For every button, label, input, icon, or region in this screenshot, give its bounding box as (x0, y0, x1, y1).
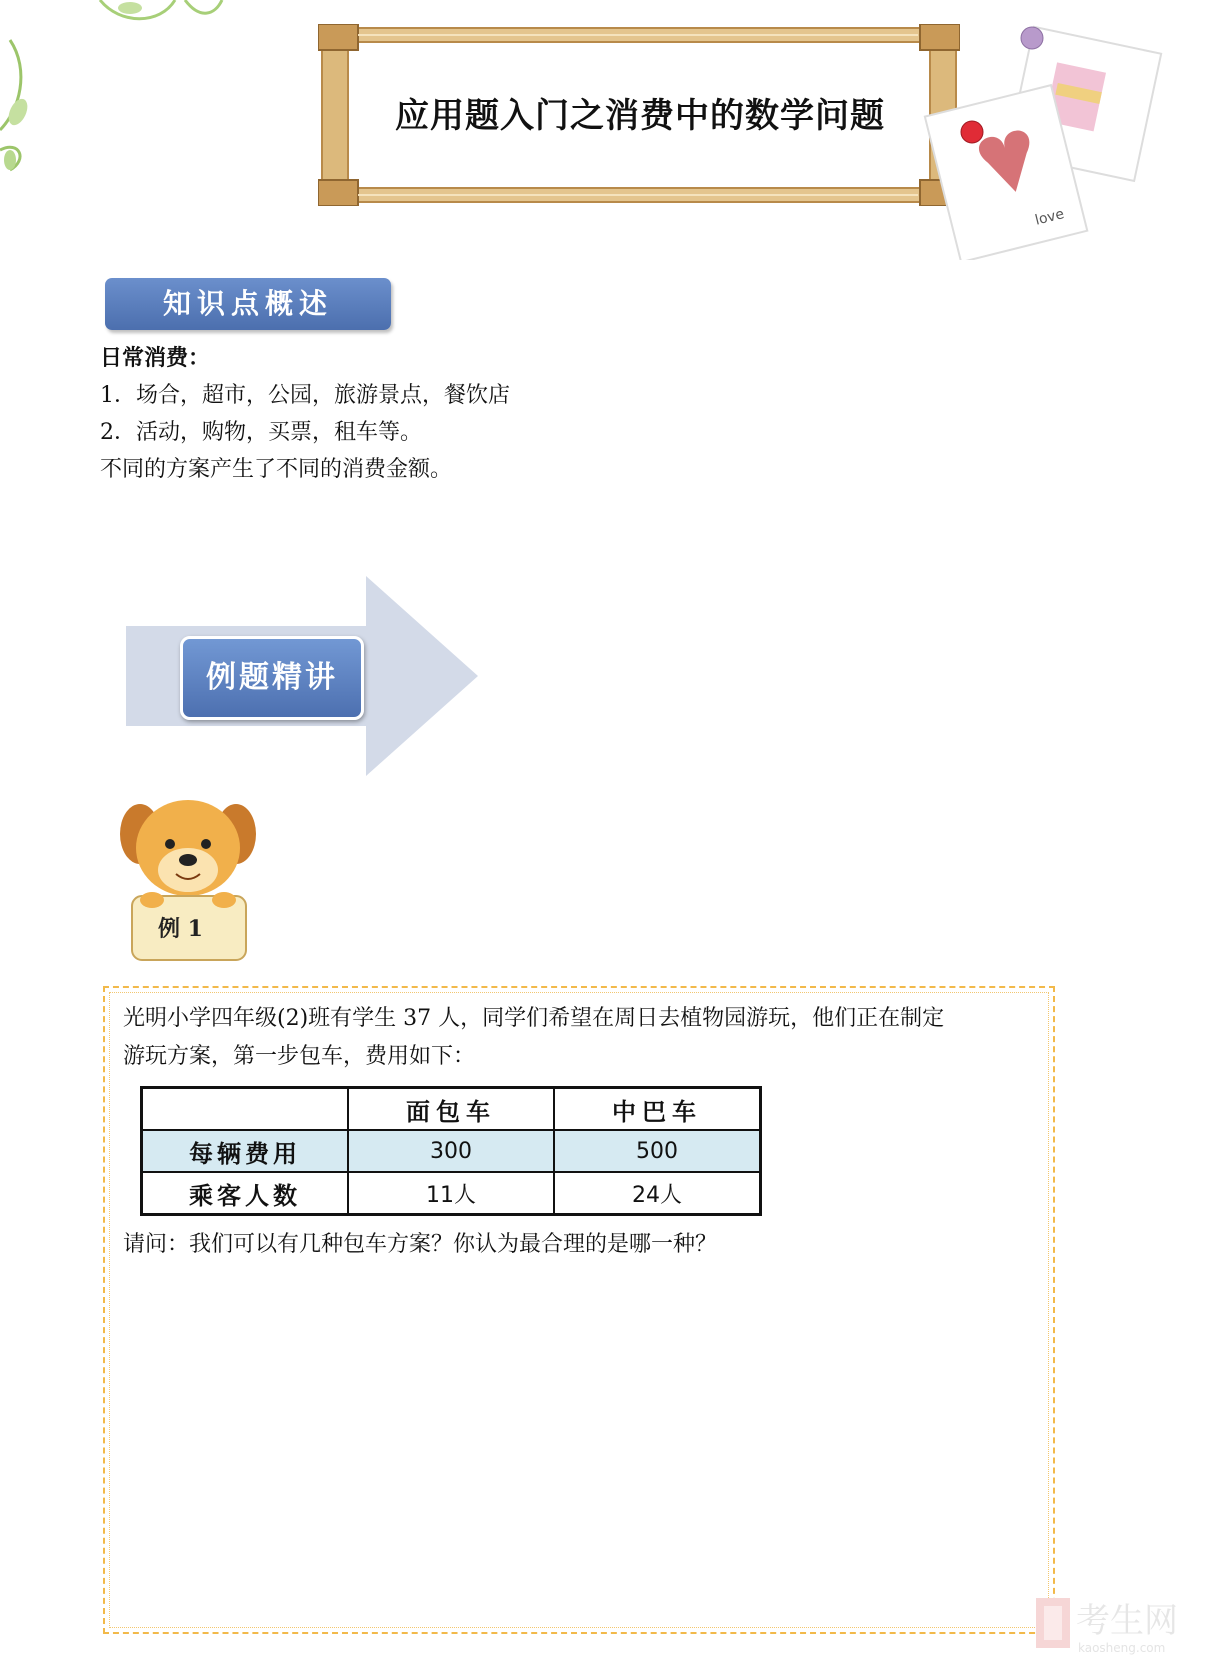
table-row-label: 每辆费用 (142, 1130, 349, 1172)
kaosheng-watermark (1036, 1590, 1216, 1660)
table-cell: 500 (554, 1130, 761, 1172)
table-cell: 300 (348, 1130, 554, 1172)
table-cell: 11人 (348, 1172, 554, 1215)
cost-table (140, 1086, 762, 1216)
knowledge-content (100, 340, 900, 488)
knowledge-line-1: 1．场合，超市，公园，旅游景点，餐饮店 (100, 383, 510, 408)
problem-text (123, 1000, 1043, 1076)
table-cell: 24人 (554, 1172, 761, 1215)
table-row-label: 乘客人数 (142, 1172, 349, 1215)
watermark-subtext: kaosheng.com (1078, 1641, 1166, 1655)
knowledge-line-3: 不同的方案产生了不同的消费金额。 (100, 457, 453, 482)
vine-decoration (0, 0, 240, 190)
table-header-row (142, 1088, 761, 1131)
problem-line-1: 光明小学四年级(2)班有学生 37 人，同学们希望在周日去植物园游玩，他们正在制定 (123, 1006, 945, 1031)
table-header-midbus: 中巴车 (554, 1088, 761, 1131)
love-text: love (1033, 206, 1066, 229)
table-header-empty (142, 1088, 349, 1131)
question-text: 请问：我们可以有几种包车方案？你认为最合理的是哪一种？ (123, 1232, 718, 1257)
example-section-badge: 例题精讲 (180, 636, 364, 720)
watermark-text: 考生网 (1076, 1601, 1178, 1641)
knowledge-heading: 日常消费： (100, 346, 211, 371)
knowledge-section-badge: 知识点概述 (105, 278, 391, 330)
example-label: 例 1 (158, 916, 203, 942)
page-title: 应用题入门之消费中的数学问题 (395, 96, 885, 136)
table-header-minibus: 面包车 (348, 1088, 554, 1131)
knowledge-line-2: 2．活动，购物，买票，租车等。 (100, 420, 422, 445)
love-cards-decoration (880, 10, 1170, 260)
problem-line-2: 游玩方案，第一步包车，费用如下： (123, 1044, 476, 1069)
table-row (142, 1130, 761, 1172)
table-row (142, 1172, 761, 1215)
example-box (103, 986, 1055, 1634)
